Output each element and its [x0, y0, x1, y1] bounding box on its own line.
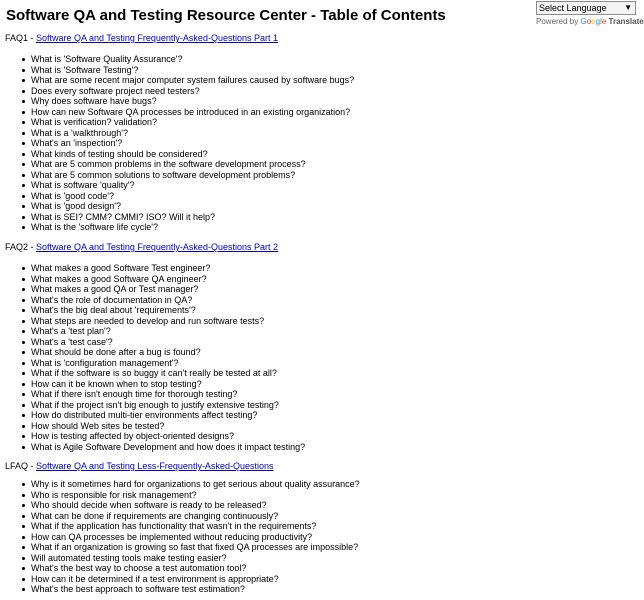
question-item: What makes a good Software QA engineer?: [5, 274, 635, 285]
page-title: Software QA and Testing Resource Center - Table of Contents: [6, 7, 446, 24]
section-link-faq1[interactable]: Software QA and Testing Frequently-Asked-Questions Part 1: [36, 33, 278, 43]
question-item: What if the project isn't big enough to justify extensive testing?: [5, 400, 635, 411]
question-list: [5, 479, 635, 595]
question-item: Does every software project need testers?: [5, 86, 635, 97]
question-item: What is 'good design'?: [5, 201, 635, 212]
question-item: What is a 'walkthrough'?: [5, 128, 635, 139]
question-item: What's the big deal about 'requirements'?: [5, 305, 635, 316]
question-item: What is software 'quality'?: [5, 180, 635, 191]
section-prefix: LFAQ -: [5, 461, 37, 471]
question-item: What steps are needed to develop and run software tests?: [5, 316, 635, 327]
question-item: How can it be known when to stop testing?: [5, 379, 635, 390]
section-header: [5, 461, 635, 471]
question-item: What's an 'inspection'?: [5, 138, 635, 149]
dropdown-arrow-icon: ▼: [624, 3, 632, 12]
question-item: What's the best way to choose a test automation tool?: [5, 563, 635, 574]
google-logo: Google: [580, 17, 607, 26]
question-item: What is verification? validation?: [5, 117, 635, 128]
section-link-faq2[interactable]: Software QA and Testing Frequently-Asked-Questions Part 2: [36, 242, 278, 252]
question-item: What makes a good QA or Test manager?: [5, 284, 635, 295]
section-lfaq: [5, 461, 635, 595]
section-faq2: [5, 242, 635, 452]
question-item: What's the best approach to software test estimation?: [5, 584, 635, 595]
language-select-label: Select Language: [539, 3, 607, 13]
question-item: What is Agile Software Development and how does it impact testing?: [5, 442, 635, 453]
question-item: What is 'Software Testing'?: [5, 65, 635, 76]
question-item: What's a 'test case'?: [5, 337, 635, 348]
powered-by-label: Powered by: [536, 17, 579, 26]
question-item: What makes a good Software Test engineer?: [5, 263, 635, 274]
section-header: [5, 33, 635, 43]
question-item: What are 5 common problems in the software development process?: [5, 159, 635, 170]
section-prefix: FAQ2 -: [5, 242, 37, 252]
section-header: [5, 242, 635, 252]
section-faq1: [5, 33, 635, 233]
question-item: What if there isn't enough time for thorough testing?: [5, 389, 635, 400]
question-item: What should be done after a bug is found?: [5, 347, 635, 358]
question-item: Will automated testing tools make testing easier?: [5, 553, 635, 564]
question-item: What's the role of documentation in QA?: [5, 295, 635, 306]
question-item: How do distributed multi-tier environments affect testing?: [5, 410, 635, 421]
question-item: How can it be determined if a test environment is appropriate?: [5, 574, 635, 585]
section-prefix: FAQ1 -: [5, 33, 37, 43]
question-item: What can be done if requirements are changing continuously?: [5, 511, 635, 522]
section-link-lfaq[interactable]: Software QA and Testing Less-Frequently-Asked-Questions: [36, 461, 274, 471]
question-item: What is SEI? CMM? CMMI? ISO? Will it help?: [5, 212, 635, 223]
question-item: Who is responsible for risk management?: [5, 490, 635, 501]
powered-by-google: [536, 17, 644, 27]
question-item: How is testing affected by object-oriented designs?: [5, 431, 635, 442]
question-item: Who should decide when software is ready to be released?: [5, 500, 635, 511]
question-list: [5, 263, 635, 452]
question-item: What is the 'software life cycle'?: [5, 222, 635, 233]
translate-link[interactable]: Translate: [608, 17, 644, 26]
language-select[interactable]: [536, 1, 636, 15]
question-item: Why is it sometimes hard for organizations to get serious about quality assurance?: [5, 479, 635, 490]
question-item: What if an organization is growing so fast that fixed QA processes are impossible?: [5, 542, 635, 553]
question-list: [5, 54, 635, 233]
question-item: What is 'Software Quality Assurance'?: [5, 54, 635, 65]
question-item: How can new Software QA processes be introduced in an existing organization?: [5, 107, 635, 118]
question-item: What are some recent major computer system failures caused by software bugs?: [5, 75, 635, 86]
question-item: What kinds of testing should be considered?: [5, 149, 635, 160]
question-item: What are 5 common solutions to software development problems?: [5, 170, 635, 181]
question-item: How can QA processes be implemented without reducing productivity?: [5, 532, 635, 543]
google-translate-widget: [536, 1, 644, 27]
question-item: What is 'good code'?: [5, 191, 635, 202]
question-item: Why does software have bugs?: [5, 96, 635, 107]
question-item: How should Web sites be tested?: [5, 421, 635, 432]
question-item: What if the software is so buggy it can't really be tested at all?: [5, 368, 635, 379]
question-item: What if the application has functionality that wasn't in the requirements?: [5, 521, 635, 532]
question-item: What is 'configuration management'?: [5, 358, 635, 369]
question-item: What's a 'test plan'?: [5, 326, 635, 337]
